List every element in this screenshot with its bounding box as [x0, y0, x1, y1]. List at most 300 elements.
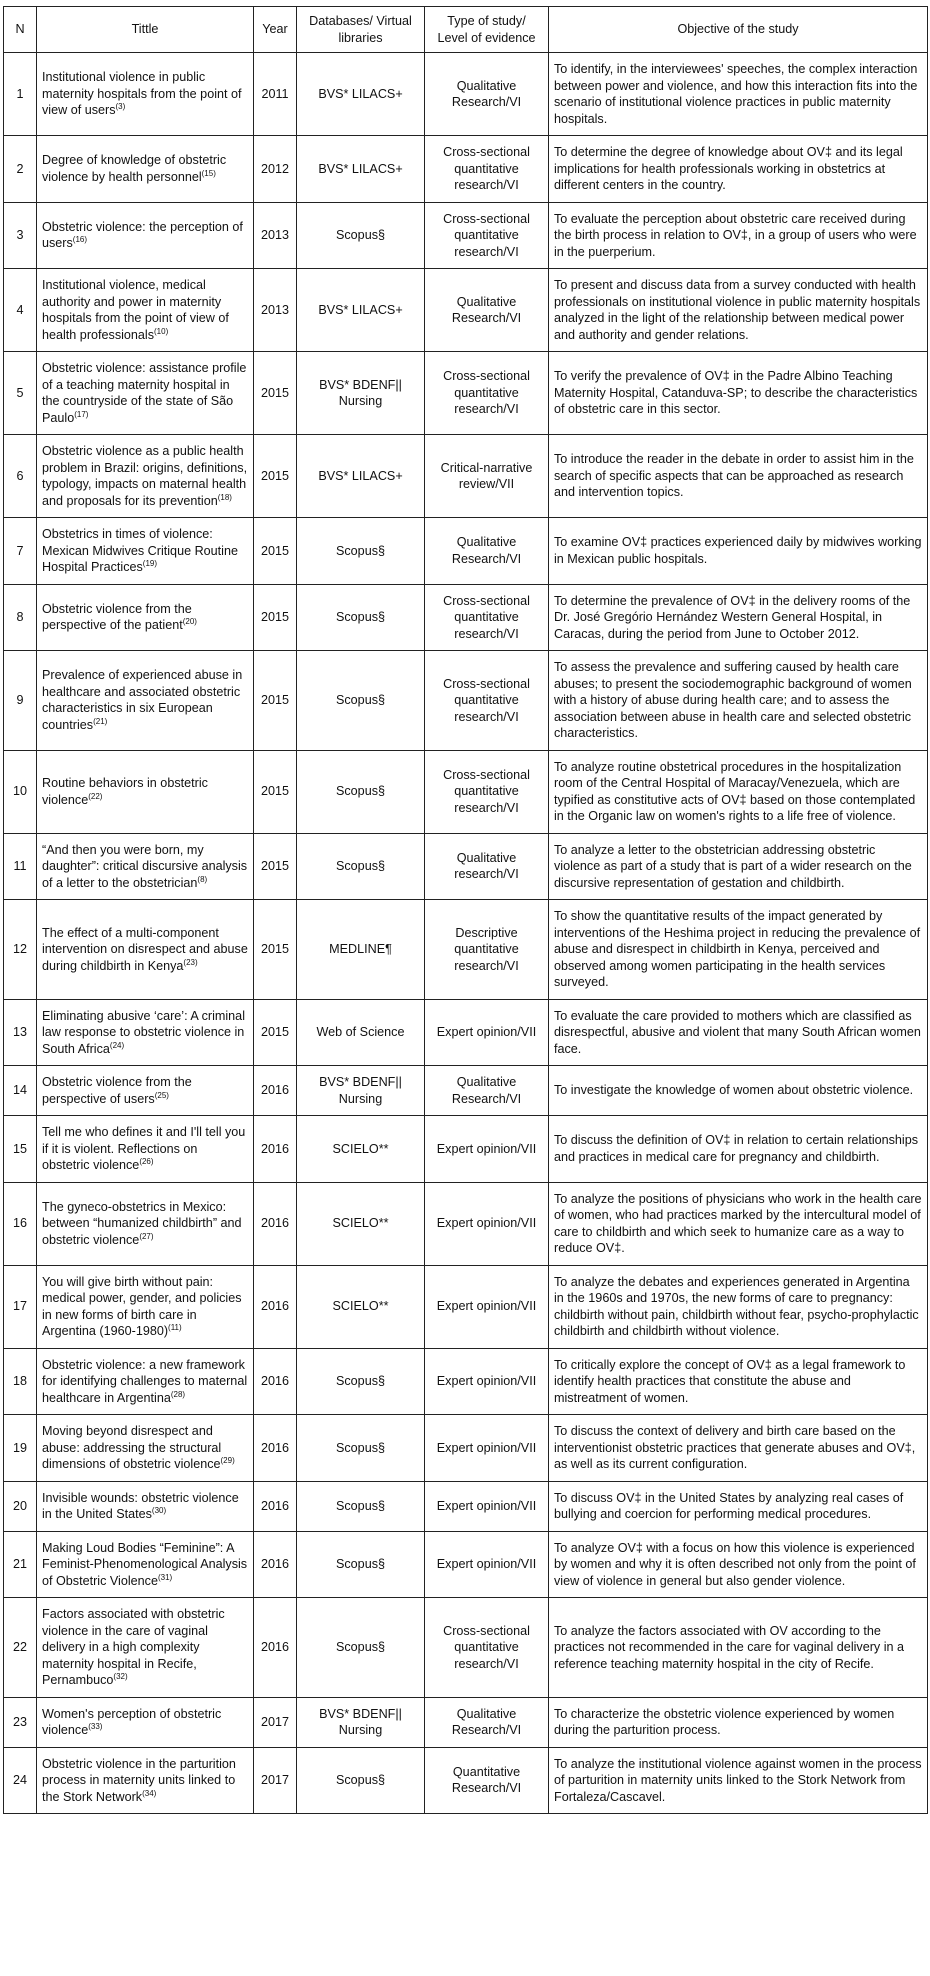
study-type-text: Expert opinion/VII — [436, 1440, 537, 1455]
reference-number: (28) — [170, 1389, 186, 1399]
study-database — [297, 202, 425, 269]
study-objective — [549, 1481, 928, 1531]
study-database-text: BVS* LILACS+ — [318, 86, 403, 101]
study-objective — [549, 1066, 928, 1116]
study-objective-text: To analyze routine obstetrical procedures in the hospitalization room of the Central Hospital of Maracay/Venezuela, which are typified as constitutive acts of OV‡ based on those contemplated in the Organic law on women's rights to a life free of violence. — [554, 759, 916, 823]
reference-number: (33) — [88, 1722, 103, 1731]
study-year-text: 2015 — [260, 784, 290, 799]
reference-number: (31) — [157, 1572, 173, 1582]
study-objective — [549, 900, 928, 1000]
study-objective — [549, 1598, 928, 1698]
study-year-text: 2015 — [260, 942, 290, 956]
reference-number: (3) — [115, 102, 126, 112]
study-title-text: “And then you were born, my daughter”: critical discursive analysis of a letter to the obstetrician — [42, 842, 248, 890]
study-database — [297, 750, 425, 833]
table-row — [4, 1182, 928, 1265]
row-number — [4, 584, 37, 651]
study-objective-text: To show the quantitative results of the impact generated by interventions of the Heshima project in reducing the prevalence of abuse and disrespect in childbirth in Kenya, perceived and observed among women participating in the health services surveyed. — [554, 909, 921, 989]
row-number-text: 20 — [12, 1498, 27, 1513]
study-type — [425, 518, 549, 585]
study-type — [425, 1598, 549, 1698]
table-row — [4, 1747, 928, 1814]
reference-number: (27) — [139, 1231, 154, 1241]
study-objective — [549, 1348, 928, 1415]
row-number-text: 24 — [12, 1773, 27, 1787]
study-year — [254, 584, 297, 651]
study-title — [37, 1182, 254, 1265]
table-row — [4, 352, 928, 435]
study-year-text: 2015 — [260, 385, 290, 400]
study-title — [37, 651, 254, 751]
row-number — [4, 1116, 37, 1183]
study-objective — [549, 1747, 928, 1814]
row-number-text: 3 — [16, 228, 24, 242]
reference-number: (20) — [182, 617, 197, 627]
study-database — [297, 435, 425, 518]
row-number — [4, 1697, 37, 1747]
study-objective — [549, 269, 928, 352]
study-objective — [549, 1531, 928, 1598]
study-title-text: Obstetrics in times of violence: Mexican Midwives Critique Routine Hospital Practices — [42, 527, 238, 574]
study-year-text: 2016 — [260, 1498, 290, 1513]
study-database-text: Scopus§ — [335, 543, 385, 558]
study-type — [425, 53, 549, 136]
study-objective-text: To discuss the context of delivery and birth care based on the interventionist obstetric practices that generate abuses and OV‡, as well as its current configuration. — [554, 1424, 916, 1471]
row-number — [4, 750, 37, 833]
study-database-text: Scopus§ — [335, 1773, 385, 1787]
study-title — [37, 435, 254, 518]
study-database-text: Scopus§ — [335, 1498, 385, 1513]
study-title — [37, 1481, 254, 1531]
study-type-text: Qualitative Research/VI — [451, 535, 522, 566]
study-objective — [549, 1265, 928, 1348]
table-row — [4, 1598, 928, 1698]
reference-number: (23) — [183, 957, 198, 967]
table-row — [4, 53, 928, 136]
study-objective — [549, 53, 928, 136]
study-type-text: Expert opinion/VII — [436, 1498, 537, 1513]
study-objective-text: To analyze a letter to the obstetrician addressing obstetric violence as part of a study that is part of a wider research on the discursive representation of gestation and childbirth. — [554, 842, 912, 890]
study-title — [37, 352, 254, 435]
reference-number: (24) — [109, 1040, 125, 1050]
study-title — [37, 1265, 254, 1348]
row-number-text: 12 — [12, 942, 27, 956]
study-database-text: Scopus§ — [335, 1557, 385, 1571]
row-number — [4, 53, 37, 136]
study-type — [425, 1348, 549, 1415]
study-title-text: Obstetric violence in the parturition process in maternity units linked to the Stork Network — [42, 1756, 236, 1804]
study-year — [254, 136, 297, 203]
row-number — [4, 1182, 37, 1265]
header-title: Tittle — [37, 7, 254, 53]
table-body — [4, 53, 928, 1814]
study-database — [297, 1116, 425, 1183]
study-database — [297, 1697, 425, 1747]
study-year-text: 2013 — [260, 302, 290, 317]
row-number-text: 8 — [16, 610, 24, 624]
study-objective-text: To discuss OV‡ in the United States by analyzing real cases of bullying and coercion for performing medical procedures. — [554, 1490, 904, 1521]
study-title — [37, 269, 254, 352]
study-title — [37, 1747, 254, 1814]
study-year — [254, 53, 297, 136]
study-type — [425, 584, 549, 651]
study-database — [297, 1747, 425, 1814]
study-type — [425, 1481, 549, 1531]
study-database-text: BVS* BDENF|| Nursing — [319, 1706, 402, 1737]
study-database-text: BVS* BDENF|| Nursing — [319, 1075, 402, 1106]
study-database-text: Scopus§ — [335, 610, 385, 624]
study-objective — [549, 584, 928, 651]
study-year-text: 2016 — [260, 1640, 290, 1654]
study-objective-text: To verify the prevalence of OV‡ in the Padre Albino Teaching Maternity Hospital, Catanduva-SP; to describe the characteristics of obstetric care in this sector. — [554, 369, 918, 417]
study-objective-text: To analyze the debates and experiences generated in Argentina in the 1960s and 1970s, the new forms of care to pregnancy: childbirth without pain, childbirth without fear, psycho-prophylactic childbirth and childbirth without violence. — [554, 1274, 919, 1338]
reference-number: (26) — [139, 1157, 154, 1166]
study-year-text: 2015 — [260, 610, 290, 624]
study-type-text: Qualitative Research/VI — [451, 1075, 522, 1106]
row-number-text: 21 — [12, 1557, 27, 1571]
row-number — [4, 1348, 37, 1415]
study-title — [37, 518, 254, 585]
study-type-text: Expert opinion/VII — [436, 1299, 537, 1314]
row-number — [4, 202, 37, 269]
study-year — [254, 1265, 297, 1348]
study-type-text: Expert opinion/VII — [436, 1141, 537, 1156]
study-year — [254, 202, 297, 269]
row-number — [4, 1481, 37, 1531]
study-type — [425, 1116, 549, 1183]
study-title-text: Making Loud Bodies “Feminine”: A Feminist-Phenomenological Analysis of Obstetric Violence — [42, 1540, 248, 1588]
reference-number: (25) — [154, 1090, 169, 1100]
study-objective-text: To introduce the reader in the debate in order to assist him in the search of specific aspects that can be approached as research and intervention topics. — [554, 452, 914, 500]
study-database — [297, 1415, 425, 1482]
row-number — [4, 833, 37, 900]
study-database-text: BVS* BDENF|| Nursing — [319, 377, 402, 408]
study-database — [297, 900, 425, 1000]
row-number — [4, 1747, 37, 1814]
study-database-text: Web of Science — [316, 1025, 405, 1039]
study-year-text: 2012 — [260, 161, 290, 176]
study-type-text: Expert opinion/VII — [436, 1216, 537, 1231]
study-database — [297, 833, 425, 900]
reference-number: (15) — [201, 168, 216, 178]
reference-number: (10) — [154, 326, 169, 336]
header-n: N — [4, 7, 37, 53]
study-type-text: Cross-sectional quantitative research/VI — [443, 676, 530, 724]
row-number — [4, 651, 37, 751]
study-title-text: Obstetric violence as a public health problem in Brazil: origins, definitions, typology, impacts on maternal health and proposals for its prevention — [42, 444, 248, 508]
study-objective — [549, 833, 928, 900]
study-title — [37, 1598, 254, 1698]
study-database — [297, 1531, 425, 1598]
study-objective-text: To evaluate the care provided to mothers which are classified as disrespectful, abusive and violent that many South African women face. — [554, 1008, 921, 1056]
study-database — [297, 1182, 425, 1265]
reference-number: (22) — [88, 791, 103, 801]
study-objective — [549, 1116, 928, 1183]
row-number-text: 4 — [16, 302, 24, 317]
study-title-text: Institutional violence, medical authority and power in maternity hospitals from the point of view of health professionals — [42, 278, 229, 342]
study-year-text: 2016 — [260, 1299, 290, 1314]
study-year — [254, 651, 297, 751]
study-year-text: 2015 — [260, 1025, 290, 1039]
study-database-text: Scopus§ — [335, 784, 385, 799]
study-title — [37, 900, 254, 1000]
study-title-text: Obstetric violence: the perception of users — [42, 219, 243, 251]
row-number — [4, 518, 37, 585]
study-database-text: BVS* LILACS+ — [318, 161, 403, 176]
row-number-text: 1 — [16, 86, 24, 101]
reference-number: (8) — [197, 874, 208, 884]
study-type-text: Expert opinion/VII — [436, 1374, 537, 1388]
table-row — [4, 1265, 928, 1348]
study-year-text: 2013 — [260, 228, 290, 242]
header-year: Year — [254, 7, 297, 53]
study-database — [297, 1598, 425, 1698]
study-objective-text: To evaluate the perception about obstetric care received during the birth process in relation to OV‡, in a group of users who were in the puerperium. — [554, 211, 917, 259]
study-title-text: Eliminating abusive ‘care’: A criminal law response to obstetric violence in South Africa — [42, 1008, 245, 1056]
study-year — [254, 1481, 297, 1531]
study-database-text: SCIELO** — [332, 1299, 389, 1314]
header-objective: Objective of the study — [549, 7, 928, 53]
row-number — [4, 1531, 37, 1598]
study-type-text: Expert opinion/VII — [436, 1025, 537, 1039]
study-year — [254, 1598, 297, 1698]
study-database — [297, 651, 425, 751]
row-number-text: 2 — [16, 161, 24, 176]
study-title — [37, 750, 254, 833]
row-number — [4, 999, 37, 1066]
study-year — [254, 352, 297, 435]
reference-number: (16) — [72, 235, 88, 245]
study-objective-text: To analyze OV‡ with a focus on how this violence is experienced by women and why it is often described not only from the point of view of violence in general but also gender violence. — [554, 1540, 916, 1588]
table-row — [4, 584, 928, 651]
row-number-text: 9 — [16, 693, 24, 707]
row-number-text: 11 — [13, 859, 27, 873]
study-database-text: SCIELO** — [332, 1141, 389, 1156]
reference-number: (21) — [93, 716, 108, 726]
study-objective — [549, 352, 928, 435]
study-type — [425, 269, 549, 352]
study-database-text: Scopus§ — [335, 1374, 385, 1388]
row-number-text: 10 — [12, 784, 27, 799]
study-database-text: Scopus§ — [335, 1440, 385, 1455]
study-database — [297, 53, 425, 136]
study-title-text: Prevalence of experienced abuse in healthcare and associated obstetric characteristics in six European countries — [42, 668, 243, 732]
study-objective — [549, 750, 928, 833]
study-title — [37, 833, 254, 900]
study-year — [254, 833, 297, 900]
study-database-text: Scopus§ — [335, 228, 385, 242]
row-number — [4, 900, 37, 1000]
table-row — [4, 833, 928, 900]
study-objective-text: To assess the prevalence and suffering caused by health care abuses; to present the sociodemographic background of women with a history of abuse during health care; and to assess the association between abuse in health care and selected obstetric characteristics. — [554, 660, 912, 740]
study-database — [297, 352, 425, 435]
study-objective-text: To determine the prevalence of OV‡ in the delivery rooms of the Dr. José Gregório Hernández Western General Hospital, in Caracas, during the period from June to October 2012. — [554, 593, 911, 641]
study-type — [425, 1697, 549, 1747]
header-study-type: Type of study/ Level of evidence — [425, 7, 549, 53]
study-objective-text: To characterize the obstetric violence experienced by women during the parturition process. — [554, 1706, 895, 1737]
row-number-text: 22 — [12, 1640, 27, 1654]
study-objective-text: To determine the degree of knowledge about OV‡ and its legal implications for health professionals working in obstetrics at different centers in the country. — [554, 145, 903, 192]
study-title-text: Obstetric violence: a new framework for identifying challenges to maternal healthcare in Argentina — [42, 1357, 248, 1405]
study-database-text: BVS* LILACS+ — [318, 302, 403, 317]
study-type-text: Quantitative Research/VI — [451, 1764, 522, 1796]
table-row — [4, 202, 928, 269]
study-type-text: Critical-narrative review/VII — [440, 460, 533, 491]
study-year-text: 2015 — [260, 543, 290, 558]
table-row — [4, 518, 928, 585]
study-database-text: SCIELO** — [332, 1216, 389, 1231]
row-number-text: 7 — [16, 543, 24, 558]
study-year — [254, 1116, 297, 1183]
study-title-text: Women's perception of obstetric violence — [42, 1706, 222, 1737]
study-title — [37, 1697, 254, 1747]
study-title — [37, 1116, 254, 1183]
row-number-text: 6 — [16, 468, 24, 483]
study-type — [425, 1066, 549, 1116]
study-year-text: 2017 — [260, 1773, 290, 1787]
study-database — [297, 999, 425, 1066]
row-number-text: 13 — [12, 1025, 27, 1039]
study-database — [297, 1348, 425, 1415]
row-number — [4, 136, 37, 203]
study-type — [425, 1531, 549, 1598]
study-database — [297, 1481, 425, 1531]
study-database-text: MEDLINE¶ — [329, 942, 392, 956]
study-year — [254, 1415, 297, 1482]
study-type-text: Cross-sectional quantitative research/VI — [443, 593, 530, 641]
study-objective — [549, 518, 928, 585]
reference-number: (34) — [142, 1788, 157, 1798]
study-title — [37, 999, 254, 1066]
study-title-text: Degree of knowledge of obstetric violence by health personnel — [42, 153, 227, 184]
study-year — [254, 1348, 297, 1415]
row-number-text: 23 — [12, 1714, 27, 1729]
study-type — [425, 1182, 549, 1265]
study-objective — [549, 435, 928, 518]
study-type — [425, 999, 549, 1066]
study-objective-text: To examine OV‡ practices experienced daily by midwives working in Mexican public hospitals. — [554, 535, 922, 566]
study-year — [254, 518, 297, 585]
study-type — [425, 136, 549, 203]
row-number-text: 18 — [12, 1374, 27, 1388]
study-objective-text: To investigate the knowledge of women about obstetric violence. — [554, 1083, 914, 1098]
row-number-text: 17 — [12, 1299, 27, 1314]
table-row — [4, 435, 928, 518]
study-type-text: Expert opinion/VII — [436, 1557, 537, 1571]
study-title-text: Obstetric violence: assistance profile of a teaching maternity hospital in the countryside of the state of São Paulo — [42, 361, 247, 425]
study-type-text: Qualitative Research/VI — [451, 294, 522, 325]
row-number — [4, 435, 37, 518]
study-objective-text: To present and discuss data from a survey conducted with health professionals on institutional violence in public maternity hospitals analyzed in the light of the relationship between medical power and authority and gender relations. — [554, 278, 921, 342]
study-type-text: Cross-sectional quantitative research/VI — [443, 369, 530, 417]
row-number-text: 19 — [12, 1440, 27, 1455]
header-databases: Databases/ Virtual libraries — [297, 7, 425, 53]
study-database — [297, 1265, 425, 1348]
study-type-text: Cross-sectional quantitative research/VI — [443, 1623, 530, 1671]
study-title — [37, 136, 254, 203]
study-objective-text: To discuss the definition of OV‡ in relation to certain relationships and practices in medical care for pregnancy and childbirth. — [554, 1133, 919, 1164]
study-database-text: Scopus§ — [335, 693, 385, 707]
study-objective — [549, 136, 928, 203]
study-type — [425, 1415, 549, 1482]
study-database — [297, 269, 425, 352]
table-row — [4, 269, 928, 352]
study-type — [425, 202, 549, 269]
table-row — [4, 1415, 928, 1482]
study-year — [254, 1697, 297, 1747]
study-database — [297, 584, 425, 651]
study-title-text: Routine behaviors in obstetric violence — [42, 776, 208, 807]
reference-number: (32) — [113, 1672, 128, 1681]
study-type — [425, 435, 549, 518]
study-title — [37, 53, 254, 136]
study-objective — [549, 651, 928, 751]
table-row — [4, 900, 928, 1000]
table-row — [4, 1348, 928, 1415]
study-objective — [549, 202, 928, 269]
reference-number: (30) — [151, 1506, 167, 1515]
study-title — [37, 1531, 254, 1598]
study-title-text: Obstetric violence from the perspective of users — [42, 1075, 192, 1106]
study-year — [254, 1182, 297, 1265]
row-number — [4, 1598, 37, 1698]
study-year-text: 2011 — [261, 86, 289, 101]
study-title-text: You will give birth without pain: medical power, gender, and policies in new forms of birth care in Argentina (1960-1980) — [42, 1274, 242, 1338]
studies-table — [3, 6, 928, 1814]
study-database — [297, 518, 425, 585]
study-title — [37, 202, 254, 269]
study-type — [425, 900, 549, 1000]
row-number — [4, 269, 37, 352]
study-year-text: 2015 — [260, 468, 290, 483]
study-type — [425, 1265, 549, 1348]
study-type-text: Cross-sectional quantitative research/VI — [443, 145, 530, 192]
study-title-text: The gyneco-obstetrics in Mexico: between “humanized childbirth” and obstetric violence — [42, 1199, 242, 1247]
study-type — [425, 750, 549, 833]
study-year-text: 2016 — [260, 1374, 290, 1388]
study-year-text: 2015 — [260, 859, 290, 873]
study-year-text: 2016 — [260, 1083, 290, 1098]
row-number — [4, 1415, 37, 1482]
study-title — [37, 1415, 254, 1482]
row-number — [4, 1265, 37, 1348]
study-year — [254, 269, 297, 352]
study-year-text: 2016 — [260, 1141, 290, 1156]
table-row — [4, 1697, 928, 1747]
study-title-text: Institutional violence in public maternity hospitals from the point of view of users — [42, 70, 242, 118]
study-objective-text: To analyze the institutional violence against women in the process of parturition in maternity units linked to the Stork Network from Fortaleza/Cascavel. — [554, 1756, 922, 1804]
study-database-text: Scopus§ — [335, 1640, 385, 1654]
study-year-text: 2016 — [260, 1216, 290, 1231]
study-database — [297, 136, 425, 203]
reference-number: (18) — [217, 492, 232, 502]
row-number-text: 14 — [12, 1083, 27, 1098]
study-type — [425, 651, 549, 751]
study-year — [254, 750, 297, 833]
study-objective-text: To analyze the positions of physicians who work in the health care of women, who had practices marked by the intercultural model of care to childbirth and which seek to humanize care as a way to reduce OV‡. — [554, 1191, 922, 1255]
study-year-text: 2016 — [260, 1440, 290, 1455]
study-title-text: Invisible wounds: obstetric violence in the United States — [42, 1490, 239, 1521]
table-row — [4, 651, 928, 751]
study-year — [254, 1531, 297, 1598]
study-title-text: Tell me who defines it and I'll tell you if it is violent. Reflections on obstetric violence — [42, 1125, 246, 1172]
study-title-text: The effect of a multi-component intervention on disrespect and abuse during childbirth in Kenya — [42, 925, 248, 973]
study-year-text: 2015 — [260, 693, 290, 707]
row-number — [4, 1066, 37, 1116]
study-type-text: Qualitative Research/VI — [451, 78, 522, 109]
study-type-text: Cross-sectional quantitative research/VI — [443, 211, 530, 259]
study-database — [297, 1066, 425, 1116]
